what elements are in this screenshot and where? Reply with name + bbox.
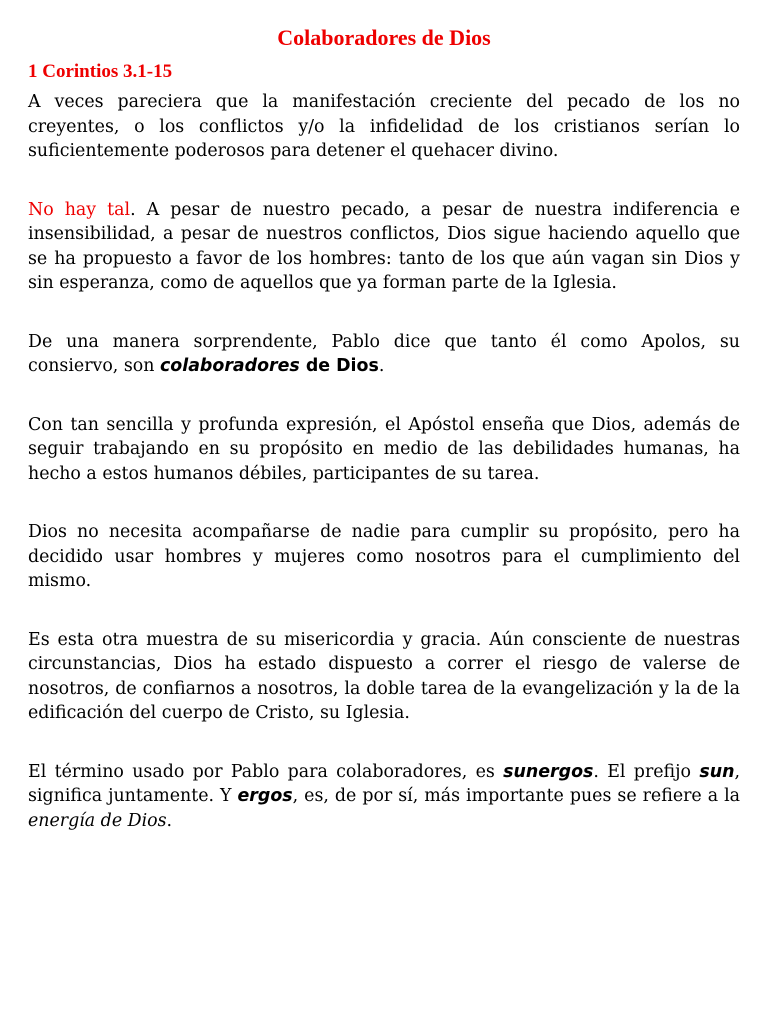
emphasis-no-hay-tal: No hay tal: [28, 199, 131, 220]
term-ergos: ergos: [237, 786, 293, 806]
paragraph-2-text: . A pesar de nuestro pecado, a pesar de nuestra indiferencia e insensibilidad, a pesar de nuestros conflictos, Dios sigue haciendo aquello que se ha propuesto a favor de los hombres: tanto de los que aún vagan sin Dios y sin esperanza, como de aquellos que ya forman parte de la Iglesia.: [28, 199, 740, 293]
paragraph-6: Es esta otra muestra de su misericordia y gracia. Aún consciente de nuestras circunstancias, Dios ha estado dispuesto a correr el riesgo de valerse de nosotros, de confiarnos a nosotros, la doble tarea de la evangelización y la de la edificación del cuerpo de Cristo, su Iglesia.: [28, 629, 740, 723]
scripture-reference: 1 Corintios 3.1-15: [28, 61, 173, 82]
term-sunergos: sunergos: [503, 761, 594, 782]
paragraph-1: A veces pareciera que la manifestación creciente del pecado de los no creyentes, o los conflictos y/o la infidelidad de los cristianos serían lo suficientemente poderosos para detener el quehacer divino.: [28, 92, 740, 161]
emphasis-de-dios: de Dios: [299, 356, 379, 376]
paragraph-7-text-c: , significa juntamente. Y: [28, 761, 740, 806]
term-energia-de-dios: energía de Dios: [28, 810, 167, 831]
paragraph-2: [28, 198, 740, 296]
document-page: [28, 24, 740, 833]
paragraph-7-text-d: , es, de por sí, más importante pues se refiere a la: [292, 786, 741, 806]
paragraph-3: [28, 330, 740, 379]
paragraph-7-text-e: .: [166, 810, 173, 831]
paragraph-3-text: De una manera sorprendente, Pablo dice que tanto él como Apolos, su consiervo, son: [28, 331, 740, 376]
paragraph-7: [28, 760, 740, 834]
paragraph-5: Dios no necesita acompañarse de nadie para cumplir su propósito, pero ha decidido usar hombres y mujeres como nosotros para el cumplimiento del mismo.: [28, 522, 740, 591]
term-sun: sun: [699, 761, 735, 782]
paragraph-3-end: .: [378, 356, 385, 376]
emphasis-colaboradores: colaboradores: [159, 356, 300, 376]
paragraph-4: Con tan sencilla y profunda expresión, el Apóstol enseña que Dios, además de seguir trabajando en su propósito en medio de las debilidades humanas, ha hecho a estos humanos débiles, participantes de su tarea.: [28, 414, 740, 484]
document-title: Colaboradores de Dios: [277, 25, 491, 50]
paragraph-7-text-b: . El prefijo: [593, 761, 700, 782]
paragraph-7-text-a: El término usado por Pablo para colaboradores, es: [28, 761, 504, 782]
